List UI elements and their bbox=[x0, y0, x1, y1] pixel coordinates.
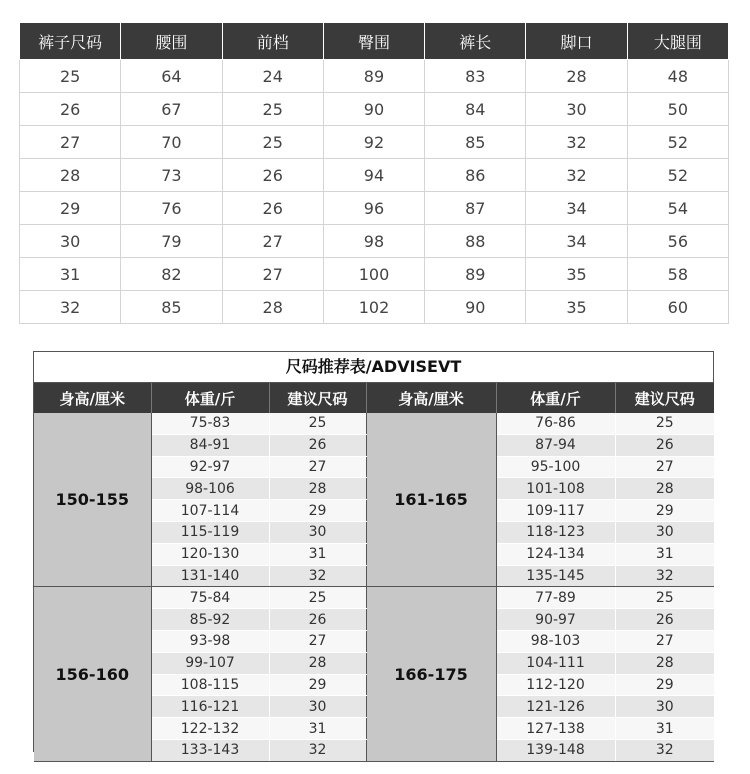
size-table-cell: 29 bbox=[20, 192, 121, 225]
weight-range-cell: 75-84 bbox=[151, 587, 269, 609]
size-table-cell: 35 bbox=[526, 258, 627, 291]
recommendation-row bbox=[34, 587, 714, 609]
size-table-cell: 76 bbox=[121, 192, 222, 225]
size-table-row bbox=[20, 192, 729, 225]
recommended-size-cell: 25 bbox=[269, 413, 366, 434]
size-table-cell: 90 bbox=[323, 93, 424, 126]
recommended-size-cell: 28 bbox=[615, 652, 714, 674]
recommended-size-cell: 30 bbox=[269, 521, 366, 543]
size-table-header-cell: 前档 bbox=[222, 23, 323, 60]
height-range-cell: 161-165 bbox=[366, 413, 496, 587]
recommended-size-cell: 31 bbox=[269, 543, 366, 565]
size-table-cell: 32 bbox=[526, 159, 627, 192]
recommendation-header-cell: 建议尺码 bbox=[269, 383, 366, 413]
size-table-cell: 34 bbox=[526, 225, 627, 258]
size-table-cell: 64 bbox=[121, 60, 222, 93]
size-table-cell: 79 bbox=[121, 225, 222, 258]
size-table-cell: 67 bbox=[121, 93, 222, 126]
weight-range-cell: 131-140 bbox=[151, 565, 269, 587]
recommended-size-cell: 27 bbox=[269, 630, 366, 652]
size-table-cell: 27 bbox=[222, 258, 323, 291]
weight-range-cell: 108-115 bbox=[151, 674, 269, 696]
size-table-cell: 90 bbox=[425, 291, 526, 324]
weight-range-cell: 135-145 bbox=[496, 565, 615, 587]
weight-range-cell: 120-130 bbox=[151, 543, 269, 565]
size-table-cell: 52 bbox=[627, 159, 728, 192]
size-table-body bbox=[20, 60, 729, 324]
recommendation-header-row bbox=[34, 383, 714, 413]
size-table-cell: 86 bbox=[425, 159, 526, 192]
size-table-row bbox=[20, 60, 729, 93]
size-table-cell: 54 bbox=[627, 192, 728, 225]
recommended-size-cell: 29 bbox=[615, 674, 714, 696]
recommended-size-cell: 27 bbox=[615, 630, 714, 652]
recommended-size-cell: 25 bbox=[615, 587, 714, 609]
size-table-cell: 26 bbox=[222, 159, 323, 192]
size-table-cell: 73 bbox=[121, 159, 222, 192]
weight-range-cell: 98-106 bbox=[151, 478, 269, 500]
size-table-cell: 26 bbox=[222, 192, 323, 225]
weight-range-cell: 92-97 bbox=[151, 456, 269, 478]
size-table-cell: 100 bbox=[323, 258, 424, 291]
recommended-size-cell: 25 bbox=[269, 587, 366, 609]
size-table-cell: 89 bbox=[425, 258, 526, 291]
size-table-cell: 24 bbox=[222, 60, 323, 93]
recommended-size-cell: 32 bbox=[615, 565, 714, 587]
weight-range-cell: 93-98 bbox=[151, 630, 269, 652]
size-table-cell: 58 bbox=[627, 258, 728, 291]
size-table-cell: 34 bbox=[526, 192, 627, 225]
weight-range-cell: 139-148 bbox=[496, 739, 615, 761]
recommendation-title: 尺码推荐表/ADVISEVT bbox=[34, 352, 713, 383]
recommended-size-cell: 29 bbox=[269, 500, 366, 522]
height-range-cell: 166-175 bbox=[366, 587, 496, 761]
recommendation-header-cell: 身高/厘米 bbox=[366, 383, 496, 413]
recommendation-header-cell: 建议尺码 bbox=[615, 383, 714, 413]
size-table-cell: 87 bbox=[425, 192, 526, 225]
recommended-size-cell: 26 bbox=[615, 609, 714, 631]
weight-range-cell: 122-132 bbox=[151, 718, 269, 740]
size-table-cell: 32 bbox=[526, 126, 627, 159]
recommended-size-cell: 32 bbox=[269, 565, 366, 587]
recommended-size-cell: 30 bbox=[615, 521, 714, 543]
weight-range-cell: 109-117 bbox=[496, 500, 615, 522]
size-table-row bbox=[20, 258, 729, 291]
weight-range-cell: 90-97 bbox=[496, 609, 615, 631]
size-table-cell: 84 bbox=[425, 93, 526, 126]
recommended-size-cell: 29 bbox=[615, 500, 714, 522]
weight-range-cell: 133-143 bbox=[151, 739, 269, 761]
size-table-cell: 48 bbox=[627, 60, 728, 93]
recommendation-table-body bbox=[34, 413, 714, 761]
size-table-header-cell: 大腿围 bbox=[627, 23, 728, 60]
weight-range-cell: 112-120 bbox=[496, 674, 615, 696]
weight-range-cell: 99-107 bbox=[151, 652, 269, 674]
size-table-cell: 26 bbox=[20, 93, 121, 126]
weight-range-cell: 77-89 bbox=[496, 587, 615, 609]
size-table-cell: 28 bbox=[222, 291, 323, 324]
weight-range-cell: 98-103 bbox=[496, 630, 615, 652]
size-table-cell: 25 bbox=[222, 93, 323, 126]
size-recommendation-table bbox=[34, 383, 714, 762]
size-table-cell: 30 bbox=[526, 93, 627, 126]
size-table-cell: 56 bbox=[627, 225, 728, 258]
recommended-size-cell: 28 bbox=[269, 478, 366, 500]
size-table-header-cell: 腰围 bbox=[121, 23, 222, 60]
size-table-cell: 98 bbox=[323, 225, 424, 258]
recommendation-header-cell: 身高/厘米 bbox=[34, 383, 151, 413]
recommended-size-cell: 29 bbox=[269, 674, 366, 696]
size-table-header-cell: 臀围 bbox=[323, 23, 424, 60]
recommendation-row bbox=[34, 413, 714, 434]
recommended-size-cell: 28 bbox=[269, 652, 366, 674]
weight-range-cell: 115-119 bbox=[151, 521, 269, 543]
recommendation-header-cell: 体重/斤 bbox=[496, 383, 615, 413]
size-table-cell: 31 bbox=[20, 258, 121, 291]
recommended-size-cell: 31 bbox=[615, 543, 714, 565]
size-table-cell: 27 bbox=[222, 225, 323, 258]
height-range-cell: 150-155 bbox=[34, 413, 151, 587]
recommended-size-cell: 30 bbox=[615, 696, 714, 718]
size-table-cell: 94 bbox=[323, 159, 424, 192]
size-table-row bbox=[20, 291, 729, 324]
size-table-cell: 89 bbox=[323, 60, 424, 93]
recommended-size-cell: 27 bbox=[269, 456, 366, 478]
size-table-cell: 88 bbox=[425, 225, 526, 258]
size-table-header-cell: 脚口 bbox=[526, 23, 627, 60]
weight-range-cell: 124-134 bbox=[496, 543, 615, 565]
recommended-size-cell: 30 bbox=[269, 696, 366, 718]
size-recommendation-panel bbox=[33, 351, 714, 759]
recommended-size-cell: 28 bbox=[615, 478, 714, 500]
recommended-size-cell: 26 bbox=[269, 434, 366, 456]
size-table-cell: 82 bbox=[121, 258, 222, 291]
weight-range-cell: 84-91 bbox=[151, 434, 269, 456]
weight-range-cell: 118-123 bbox=[496, 521, 615, 543]
size-table-cell: 85 bbox=[121, 291, 222, 324]
size-table-row bbox=[20, 159, 729, 192]
size-table-row bbox=[20, 225, 729, 258]
size-table-cell: 28 bbox=[20, 159, 121, 192]
size-table-header-row bbox=[20, 23, 729, 60]
size-table-row bbox=[20, 126, 729, 159]
weight-range-cell: 95-100 bbox=[496, 456, 615, 478]
recommended-size-cell: 26 bbox=[615, 434, 714, 456]
recommended-size-cell: 32 bbox=[615, 739, 714, 761]
weight-range-cell: 75-83 bbox=[151, 413, 269, 434]
recommendation-header-cell: 体重/斤 bbox=[151, 383, 269, 413]
size-table-row bbox=[20, 93, 729, 126]
size-table-cell: 25 bbox=[20, 60, 121, 93]
weight-range-cell: 87-94 bbox=[496, 434, 615, 456]
size-table-cell: 92 bbox=[323, 126, 424, 159]
size-table-cell: 96 bbox=[323, 192, 424, 225]
height-range-cell: 156-160 bbox=[34, 587, 151, 761]
size-table-cell: 50 bbox=[627, 93, 728, 126]
recommended-size-cell: 26 bbox=[269, 609, 366, 631]
size-table-cell: 102 bbox=[323, 291, 424, 324]
size-table-cell: 27 bbox=[20, 126, 121, 159]
size-table-cell: 32 bbox=[20, 291, 121, 324]
weight-range-cell: 127-138 bbox=[496, 718, 615, 740]
size-table-cell: 83 bbox=[425, 60, 526, 93]
recommended-size-cell: 27 bbox=[615, 456, 714, 478]
size-table-cell: 70 bbox=[121, 126, 222, 159]
pants-size-table bbox=[19, 22, 729, 324]
size-table-cell: 60 bbox=[627, 291, 728, 324]
weight-range-cell: 104-111 bbox=[496, 652, 615, 674]
size-table-cell: 35 bbox=[526, 291, 627, 324]
weight-range-cell: 101-108 bbox=[496, 478, 615, 500]
recommended-size-cell: 31 bbox=[269, 718, 366, 740]
recommended-size-cell: 32 bbox=[269, 739, 366, 761]
size-table-header-cell: 裤子尺码 bbox=[20, 23, 121, 60]
size-table-header-cell: 裤长 bbox=[425, 23, 526, 60]
size-table-cell: 52 bbox=[627, 126, 728, 159]
recommended-size-cell: 31 bbox=[615, 718, 714, 740]
recommended-size-cell: 25 bbox=[615, 413, 714, 434]
weight-range-cell: 116-121 bbox=[151, 696, 269, 718]
size-table-cell: 28 bbox=[526, 60, 627, 93]
weight-range-cell: 85-92 bbox=[151, 609, 269, 631]
size-table-cell: 85 bbox=[425, 126, 526, 159]
weight-range-cell: 121-126 bbox=[496, 696, 615, 718]
weight-range-cell: 76-86 bbox=[496, 413, 615, 434]
weight-range-cell: 107-114 bbox=[151, 500, 269, 522]
size-table-cell: 25 bbox=[222, 126, 323, 159]
size-table-cell: 30 bbox=[20, 225, 121, 258]
